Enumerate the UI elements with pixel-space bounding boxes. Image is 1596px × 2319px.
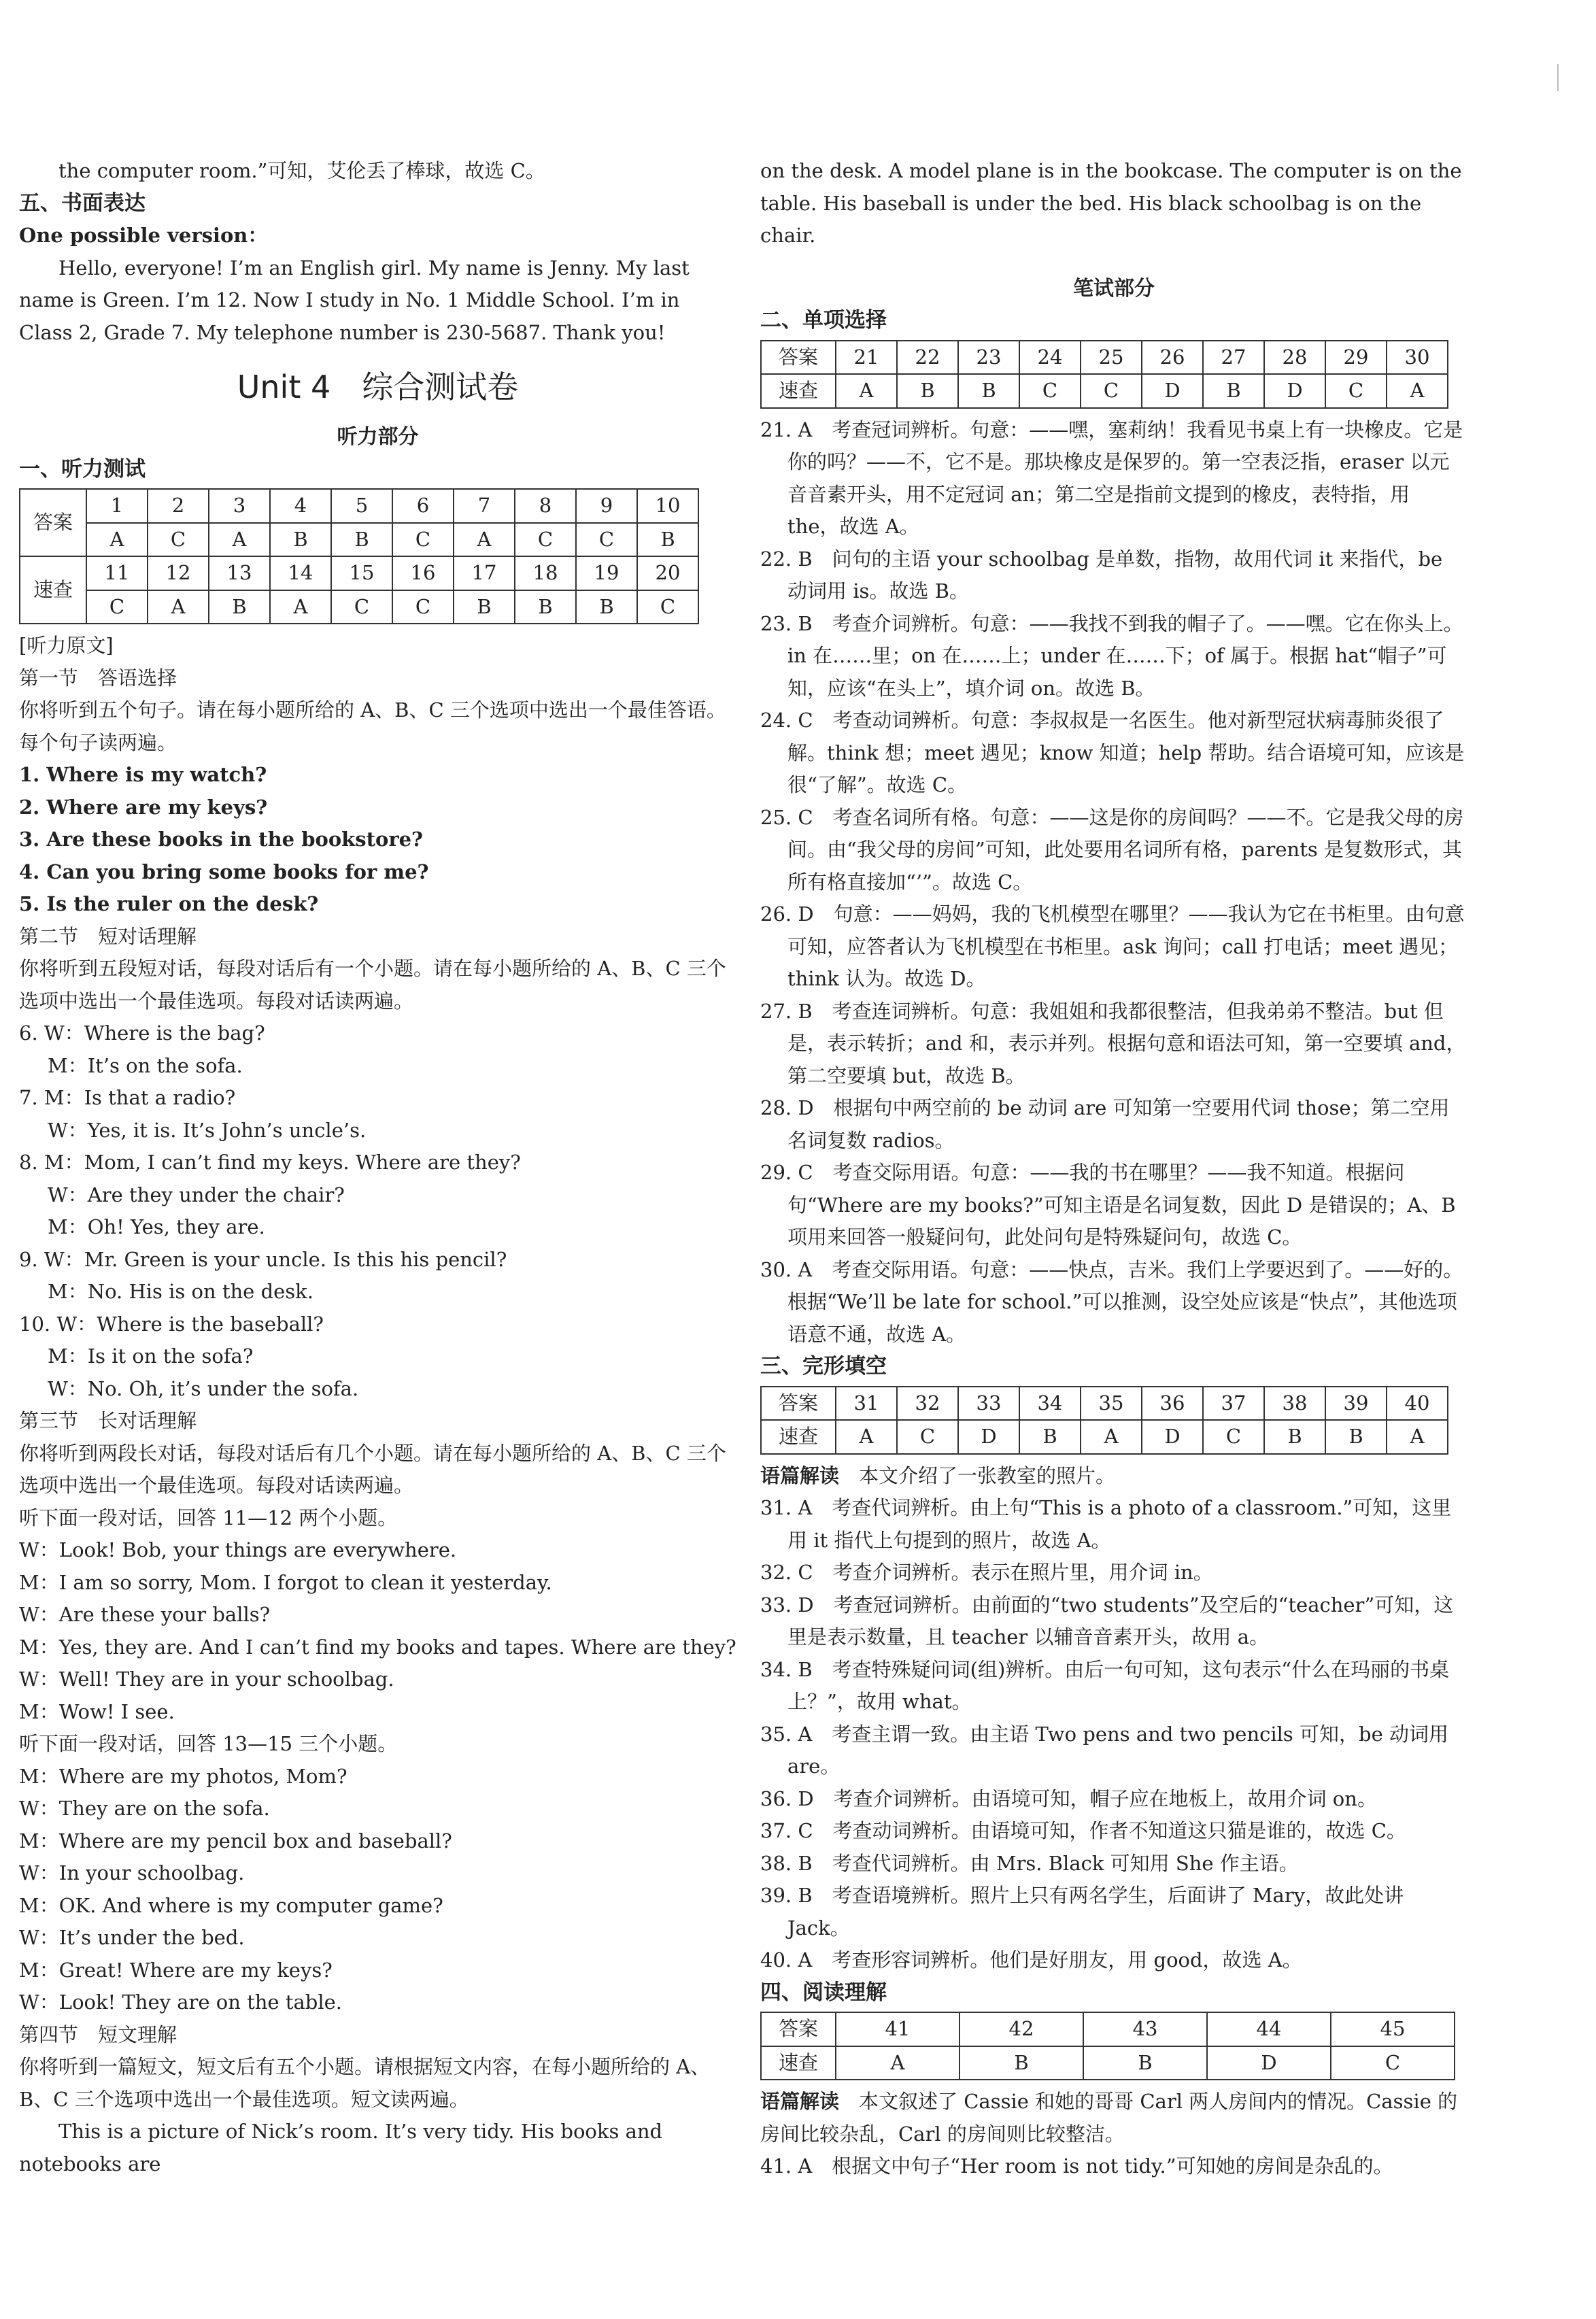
table-cell: 答案 [761,2012,836,2046]
table-cell: 7 [454,489,515,523]
instruction: 听下面一段对话，回答 11—12 两个小题。 [19,1506,398,1529]
summary-text: 本文介绍了一张教室的照片。 [839,1463,1116,1487]
text-line: the computer room.”可知，艾伦丢了棒球，故选 C。 [58,159,545,182]
table-cell: 44 [1207,2012,1331,2046]
table-cell: 10 [637,489,698,523]
passage-text: This is a picture of Nick’s room. It’s very tidy. His books and notebooks are [19,2120,663,2176]
answer-table-41-45 [760,2012,1455,2080]
unit-title: Unit 4 综合测试卷 [237,369,519,405]
dialog-line: M：Where are my pencil box and baseball? [19,1829,452,1852]
table-cell: A [454,523,515,557]
passage-summary [760,1460,1467,1493]
table-cell: B [1325,1420,1387,1454]
table-cell: C [897,1420,958,1454]
explanation-item: 39. B 考查语境辨析。照片上只有两名学生，后面讲了 Mary，故此处讲 Jack。 [760,1884,1404,1940]
explanation-item: 40. A 考查形容词辨析。他们是好朋友，用 good，故选 A。 [760,1948,1302,1971]
table-cell: A [148,590,209,624]
explanation-item: 30. A 考查交际用语。句意：——快点，吉米。我们上学要迟到了。——好的。根据“We’ll be late for school.”可以推测，设空处应该是“快点”，其他选项语意不通，故选 A。 [760,1257,1463,1346]
table-cell: 6 [392,489,454,523]
subsection-heading: 第三节 长对话理解 [19,1409,197,1432]
table-cell: B [515,590,576,624]
table-cell: 14 [270,556,331,590]
right-column [760,155,1467,2183]
explanation-item: 29. C 考查交际用语。句意：——我的书在哪里？——我不知道。根据问句“Where are my books?”可知主语是名词复数，因此 D 是错误的；A、B 项用来回答一般疑问句，此处问句是特殊疑问句，故选 C。 [760,1161,1456,1249]
table-cell: 28 [1264,341,1325,375]
table-cell: 2 [148,489,209,523]
table-cell: A [209,523,270,557]
dialog-line: M：Yes, they are. And I can’t find my books and tapes. Where are they? [19,1635,736,1659]
table-cell: C [1331,2046,1455,2080]
dialog-line: 8. M：Mom, I can’t find my keys. Where are they? [19,1151,521,1174]
part-heading-listening: 听力部分 [337,425,419,449]
table-cell: A [836,2046,960,2080]
table-cell: B [1019,1420,1081,1454]
table-cell: 45 [1331,2012,1455,2046]
explanation-item: 36. D 考查介词辨析。由语境可知，帽子应在地板上，故用介词 on。 [760,1787,1377,1810]
table-cell: C [576,523,637,557]
explanation-item: 22. B 问句的主语 your schoolbag 是单数，指物，故用代词 it 来指代，be 动词用 is。故选 B。 [760,547,1443,603]
table-cell: 43 [1083,2012,1207,2046]
table-cell: 24 [1019,341,1081,375]
explanation-item: 27. B 考查连词辨析。句意：我姐姐和我都很整洁，但我弟弟不整洁。but 但是，表示转折；and 和，表示并列。根据句意和语法可知，第一空要填 and，第二空要填 but，故选 B。 [760,999,1466,1087]
instruction: 你将听到五个句子。请在每小题所给的 A、B、C 三个选项中选出一个最佳答语。每个句子读两遍。 [19,698,726,754]
table-cell: 13 [209,556,270,590]
table-cell: 速查 [761,1420,836,1454]
table-cell: C [392,590,454,624]
explanation-item: 41. A 根据文中句子“Her room is not tidy.”可知她的房间是杂乱的。 [760,2154,1393,2178]
table-cell: 26 [1142,341,1203,375]
summary-label: 语篇解读 [760,2090,840,2113]
table-cell: 5 [331,489,392,523]
table-cell: C [637,590,698,624]
explanation-item: 24. C 考查动词辨析。句意：李叔叔是一名医生。他对新型冠状病毒肺炎很了解。think 想；meet 遇见；know 知道；help 帮助。结合语境可知，应该是很“了解”。故选 C。 [760,709,1465,796]
explanation-item: 25. C 考查名词所有格。句意：——这是你的房间吗？——不。它是我父母的房间。由“我父母的房间”可知，此处要用名词所有格，parents 是复数形式，其所有格直接加“’”。故选 C。 [760,805,1464,894]
dialog-line: M：It’s on the sofa. [48,1053,243,1077]
explanation-item: 28. D 根据句中两空前的 be 动词 are 可知第一空要用代词 those；第二空用名词复数 radios。 [760,1096,1450,1152]
table-cell: 36 [1142,1387,1203,1421]
table-cell: 25 [1081,341,1142,375]
instruction: 你将听到一篇短文，短文后有五个小题。请根据短文内容，在每小题所给的 A、B、C 三个选项中选出一个最佳选项。短文读两遍。 [19,2055,711,2111]
table-cell: A [836,1420,897,1454]
table-cell: 12 [148,556,209,590]
table-cell: B [209,590,270,624]
dialog-line: W：Yes, it is. It’s John’s uncle’s. [48,1118,367,1142]
table-cell: 40 [1387,1387,1448,1421]
table-cell: 42 [960,2012,1083,2046]
table-cell: 27 [1203,341,1264,375]
sample-label: One possible version： [19,224,268,247]
table-cell: 速查 [761,374,836,408]
table-cell: 41 [836,2012,960,2046]
passage-summary [760,2086,1467,2150]
dialog-line: W：Look! They are on the table. [19,1991,342,2014]
answer-table-31-40 [760,1386,1448,1455]
dialog-line: 6. W：Where is the bag? [19,1021,265,1045]
table-cell: 4 [270,489,331,523]
table-cell: C [331,590,392,624]
table-cell: 22 [897,341,958,375]
table-cell: 19 [576,556,637,590]
table-cell: 39 [1325,1387,1387,1421]
subsection-heading: 第二节 短对话理解 [19,924,197,948]
instruction: 你将听到两段长对话，每段对话后有几个小题。请在每小题所给的 A、B、C 三个选项中选出一个最佳选项。每段对话读两遍。 [19,1441,726,1497]
table-cell: 33 [958,1387,1019,1421]
list-item: 5. Is the ruler on the desk? [19,892,319,915]
section-heading-listening: 一、听力测试 [19,456,146,481]
table-cell: C [1019,374,1081,408]
answer-table-21-30 [760,340,1448,409]
dialog-line: M：Great! Where are my keys? [19,1958,333,1982]
table-cell: B [1083,2046,1207,2080]
instruction: 听下面一段对话，回答 13—15 三个小题。 [19,1732,398,1755]
table-cell: 29 [1325,341,1387,375]
table-cell: 8 [515,489,576,523]
explanation-item: 35. A 考查主谓一致。由主语 Two pens and two pencils 可知，be 动词用 are。 [760,1722,1448,1778]
dialog-line: M：I am so sorry, Mom. I forgot to clean it yesterday. [19,1570,552,1594]
instruction: 你将听到五段短对话，每段对话后有一个小题。请在每小题所给的 A、B、C 三个选项中选出一个最佳选项。每段对话读两遍。 [19,957,726,1013]
table-cell: 17 [454,556,515,590]
dialog-line: M：Is it on the sofa? [48,1344,254,1368]
dialog-line: M：Where are my photos, Mom? [19,1764,347,1788]
table-cell: A [836,374,897,408]
table-cell: C [515,523,576,557]
table-cell: C [1081,374,1142,408]
table-cell: B [637,523,698,557]
explanation-item: 33. D 考查冠词辨析。由前面的“two students”及空后的“teacher”可知，这里是表示数量，且 teacher 以辅音音素开头，故用 a。 [760,1593,1454,1648]
explanation-item: 31. A 考查代词辨析。由上句“This is a photo of a classroom.”可知，这里用 it 指代上句提到的照片，故选 A。 [760,1496,1452,1552]
table-cell: D [1207,2046,1331,2080]
table-cell: D [958,1420,1019,1454]
passage-text: on the desk. A model plane is in the bookcase. The computer is on the table. His baseball is under the bed. His black schoolbag is on the chair. [760,159,1462,247]
table-cell: B [958,374,1019,408]
table-cell: A [1081,1420,1142,1454]
dialog-line: 7. M：Is that a radio? [19,1086,236,1109]
table-cell: B [576,590,637,624]
table-cell: 21 [836,341,897,375]
dialog-line: 9. W：Mr. Green is your uncle. Is this his pencil? [19,1247,507,1271]
table-cell: 16 [392,556,454,590]
table-cell: B [331,523,392,557]
dialog-line: W：It’s under the bed. [19,1926,245,1949]
list-item: 1. Where is my watch? [19,763,267,786]
table-cell: B [454,590,515,624]
section-heading-single-choice: 二、单项选择 [760,308,887,333]
table-cell: C [392,523,454,557]
sample-essay: Hello, everyone! I’m an English girl. My name is Jenny. My last name is Green. I’m 12. Now I study in No. 1 Middle School. I’m in Class 2, Grade 7. My telephone number is 230-5687. Thank you! [19,256,690,344]
table-cell: A [270,590,331,624]
script-label: [听力原文] [19,634,114,657]
table-cell: C [86,590,148,624]
list-item: 2. Where are my keys? [19,795,268,819]
dialog-line: M：Oh! Yes, they are. [48,1215,265,1238]
section-heading-cloze: 三、完形填空 [760,1354,887,1378]
table-cell: 37 [1203,1387,1264,1421]
table-cell: 1 [86,489,148,523]
table-cell: D [1142,374,1203,408]
explanation-item: 37. C 考查动词辨析。由语境可知，作者不知道这只猫是谁的，故选 C。 [760,1819,1406,1842]
section-heading-reading: 四、阅读理解 [760,1980,887,2005]
table-cell: 20 [637,556,698,590]
explanation-item: 32. C 考查介词辨析。表示在照片里，用介词 in。 [760,1561,1213,1584]
table-cell: 11 [86,556,148,590]
dialog-line: W：Are these your balls? [19,1603,271,1626]
explanation-item: 23. B 考查介词辨析。句意：——我找不到我的帽子了。——嘿。它在你头上。in 在……里；on 在……上；under 在……下；of 属于。根据 hat“帽子”可知，应该“在头上”，填介词 on。故选 B。 [760,611,1463,700]
table-cell: 18 [515,556,576,590]
dialog-line: W：Look! Bob, your things are everywhere. [19,1538,457,1561]
table-cell: 35 [1081,1387,1142,1421]
table-cell: B [897,374,958,408]
table-cell: D [1142,1420,1203,1454]
section-heading-writing: 五、书面表达 [19,190,146,216]
table-cell: 31 [836,1387,897,1421]
table-cell: B [1264,1420,1325,1454]
table-cell: 30 [1387,341,1448,375]
table-cell: 答案 [761,1387,836,1421]
table-cell: C [1325,374,1387,408]
page-edge-mark [1557,64,1559,91]
table-cell: 速查 [761,2046,836,2080]
explanation-item: 34. B 考查特殊疑问词(组)辨析。由后一句可知，这句表示“什么在玛丽的书桌上？”，故用 what。 [760,1657,1450,1713]
list-item: 4. Can you bring some books for me? [19,860,429,883]
subsection-heading: 第四节 短文理解 [19,2022,177,2046]
table-cell: 3 [209,489,270,523]
table-cell: D [1264,374,1325,408]
table-cell: 15 [331,556,392,590]
table-cell: 38 [1264,1387,1325,1421]
explanation-item: 38. B 考查代词辨析。由 Mrs. Black 可知用 She 作主语。 [760,1851,1299,1875]
explanation-item: 26. D 句意：——妈妈，我的飞机模型在哪里？——我认为它在书柜里。由句意可知，应答者认为飞机模型在书柜里。ask 询问；call 打电话；meet 遇见；think 认为。故选 D。 [760,902,1465,990]
dialog-line: M：Wow! I see. [19,1699,175,1723]
table-label: 答案 [20,489,86,556]
table-cell: 9 [576,489,637,523]
table-cell: 答案 [761,341,836,375]
summary-text: 本文叙述了 Cassie 和她的哥哥 Carl 两人房间内的情况。Cassie 的房间比较杂乱，Carl 的房间则比较整洁。 [760,2090,1458,2146]
table-cell: 32 [897,1387,958,1421]
table-cell: A [1387,1420,1448,1454]
table-cell: 23 [958,341,1019,375]
dialog-line: W：Are they under the chair? [48,1183,345,1206]
table-cell: B [960,2046,1083,2080]
table-cell: B [1203,374,1264,408]
table-cell: A [1387,374,1448,408]
subsection-heading: 第一节 答语选择 [19,666,177,690]
dialog-line: M：No. His is on the desk. [48,1280,313,1303]
table-cell: C [148,523,209,557]
dialog-line: M：OK. And where is my computer game? [19,1893,443,1917]
part-heading-written: 笔试部分 [1073,276,1155,301]
table-cell: 34 [1019,1387,1081,1421]
left-column [19,155,736,2180]
list-item: 3. Are these books in the bookstore? [19,828,424,851]
table-cell: C [1203,1420,1264,1454]
answer-table-1-20 [19,488,699,624]
dialog-line: 10. W：Where is the baseball? [19,1312,324,1336]
dialog-line: W：No. Oh, it’s under the sofa. [48,1376,359,1400]
dialog-line: W：Well! They are in your schoolbag. [19,1668,394,1691]
dialog-line: W：They are on the sofa. [19,1797,270,1820]
table-cell: B [270,523,331,557]
summary-label: 语篇解读 [760,1463,840,1487]
explanation-item: 21. A 考查冠词辨析。句意：——嘿，塞莉纳！我看见书桌上有一块橡皮。它是你的吗？——不，它不是。那块橡皮是保罗的。第一空表泛指，eraser 以元音音素开头，用不定冠词 an；第二空是指前文提到的橡皮，表特指，用 the，故选 A。 [760,418,1463,538]
dialog-line: W：In your schoolbag. [19,1861,245,1884]
table-cell: A [86,523,148,557]
table-label: 速查 [20,556,86,624]
